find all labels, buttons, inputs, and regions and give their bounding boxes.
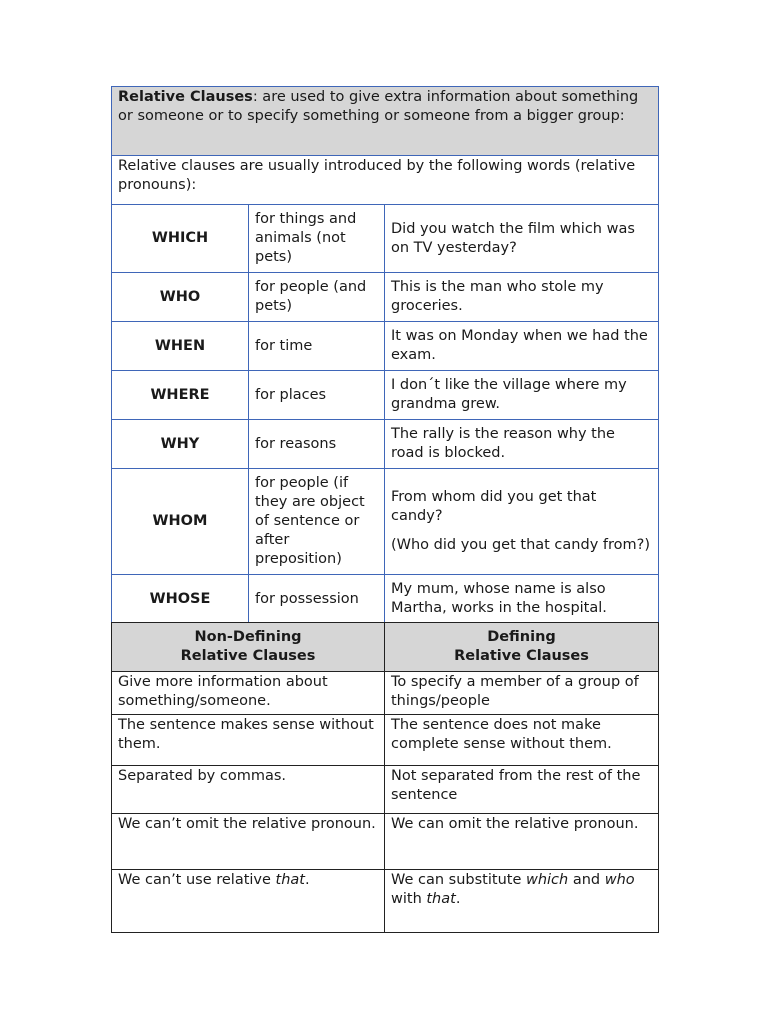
pronoun-example: I don´t like the village where my grandma grew. <box>391 377 627 412</box>
comparison-row <box>112 672 659 715</box>
pronoun-example: (Who did you get that candy from?) <box>391 537 650 553</box>
pronoun-example: From whom did you get that candy? <box>391 489 597 524</box>
defining-cell: We can omit the relative pronoun. <box>385 814 659 870</box>
comparison-row <box>112 766 659 814</box>
header-non-defining-line1: Non-Defining <box>194 629 302 645</box>
pronoun-word: WHOM <box>112 469 249 575</box>
header-defining-line2: Relative Clauses <box>454 648 589 664</box>
defining-cell: To specify a member of a group of things/people <box>385 672 659 715</box>
non-defining-cell: Give more information about something/someone. <box>112 672 385 715</box>
header-defining <box>385 623 659 672</box>
pronoun-example-cell <box>385 371 659 420</box>
pronoun-use: for possession <box>249 575 385 624</box>
pronoun-example-cell <box>385 273 659 322</box>
header-defining-line1: Defining <box>487 629 556 645</box>
comparison-row <box>112 814 659 870</box>
pronoun-example: This is the man who stole my groceries. <box>391 279 604 314</box>
cell-text: who <box>604 872 635 888</box>
subtitle-row <box>112 156 659 205</box>
pronoun-word: WHO <box>112 273 249 322</box>
pronoun-word: WHOSE <box>112 575 249 624</box>
non-defining-cell: We can’t omit the relative pronoun. <box>112 814 385 870</box>
clause-comparison-table <box>111 622 659 933</box>
pronoun-row <box>112 322 659 371</box>
pronoun-use: for people (and pets) <box>249 273 385 322</box>
defining-cell: Not separated from the rest of the sentence <box>385 766 659 814</box>
pronoun-example-cell <box>385 420 659 469</box>
intro-definition: : are used to give extra information about something or someone or to specify something or someone from a bigger group: <box>118 89 639 124</box>
cell-text: with <box>391 891 427 907</box>
pronoun-row <box>112 575 659 624</box>
cell-text: that <box>275 872 305 888</box>
pronoun-example: My mum, whose name is also Martha, works in the hospital. <box>391 581 607 616</box>
intro-term: Relative Clauses <box>118 89 253 105</box>
cell-text: We can substitute <box>391 872 526 888</box>
header-non-defining <box>112 623 385 672</box>
relative-pronouns-table <box>111 86 659 624</box>
comparison-row <box>112 715 659 766</box>
pronoun-example: The rally is the reason why the road is blocked. <box>391 426 615 461</box>
defining-cell: The sentence does not make complete sense without them. <box>385 715 659 766</box>
pronoun-use: for people (if they are object of sentence or after preposition) <box>249 469 385 575</box>
non-defining-cell <box>112 870 385 933</box>
pronoun-example-cell <box>385 469 659 575</box>
cell-text: . <box>305 872 310 888</box>
pronoun-example: Did you watch the film which was on TV yesterday? <box>391 220 635 256</box>
pronoun-word: WHY <box>112 420 249 469</box>
defining-cell <box>385 870 659 933</box>
pronoun-use: for places <box>249 371 385 420</box>
pronoun-row <box>112 469 659 575</box>
pronoun-use: for time <box>249 322 385 371</box>
cell-text: We can’t use relative <box>118 872 276 888</box>
pronoun-use: for things and animals (not pets) <box>249 205 385 273</box>
pronoun-word: WHICH <box>112 205 249 273</box>
comparison-header-row <box>112 623 659 672</box>
pronoun-example: It was on Monday when we had the exam. <box>391 328 648 363</box>
pronoun-example-cell <box>385 205 659 273</box>
pronoun-example-cell <box>385 322 659 371</box>
header-non-defining-line2: Relative Clauses <box>180 648 316 664</box>
cell-text: and <box>568 872 605 888</box>
cell-text: . <box>455 891 461 907</box>
pronoun-row <box>112 371 659 420</box>
pronoun-row <box>112 273 659 322</box>
pronoun-use: for reasons <box>249 420 385 469</box>
pronoun-word: WHEN <box>112 322 249 371</box>
comparison-row <box>112 870 659 933</box>
pronoun-word: WHERE <box>112 371 249 420</box>
pronoun-example-cell <box>385 575 659 624</box>
cell-text: that <box>426 891 456 907</box>
intro-subtitle: Relative clauses are usually introduced by the following words (relative pronouns): <box>112 156 659 205</box>
cell-text: which <box>525 872 569 888</box>
pronoun-row <box>112 420 659 469</box>
non-defining-cell: Separated by commas. <box>112 766 385 814</box>
pronoun-row <box>112 205 659 273</box>
intro-row <box>112 87 659 156</box>
intro-cell <box>112 87 659 156</box>
non-defining-cell: The sentence makes sense without them. <box>112 715 385 766</box>
